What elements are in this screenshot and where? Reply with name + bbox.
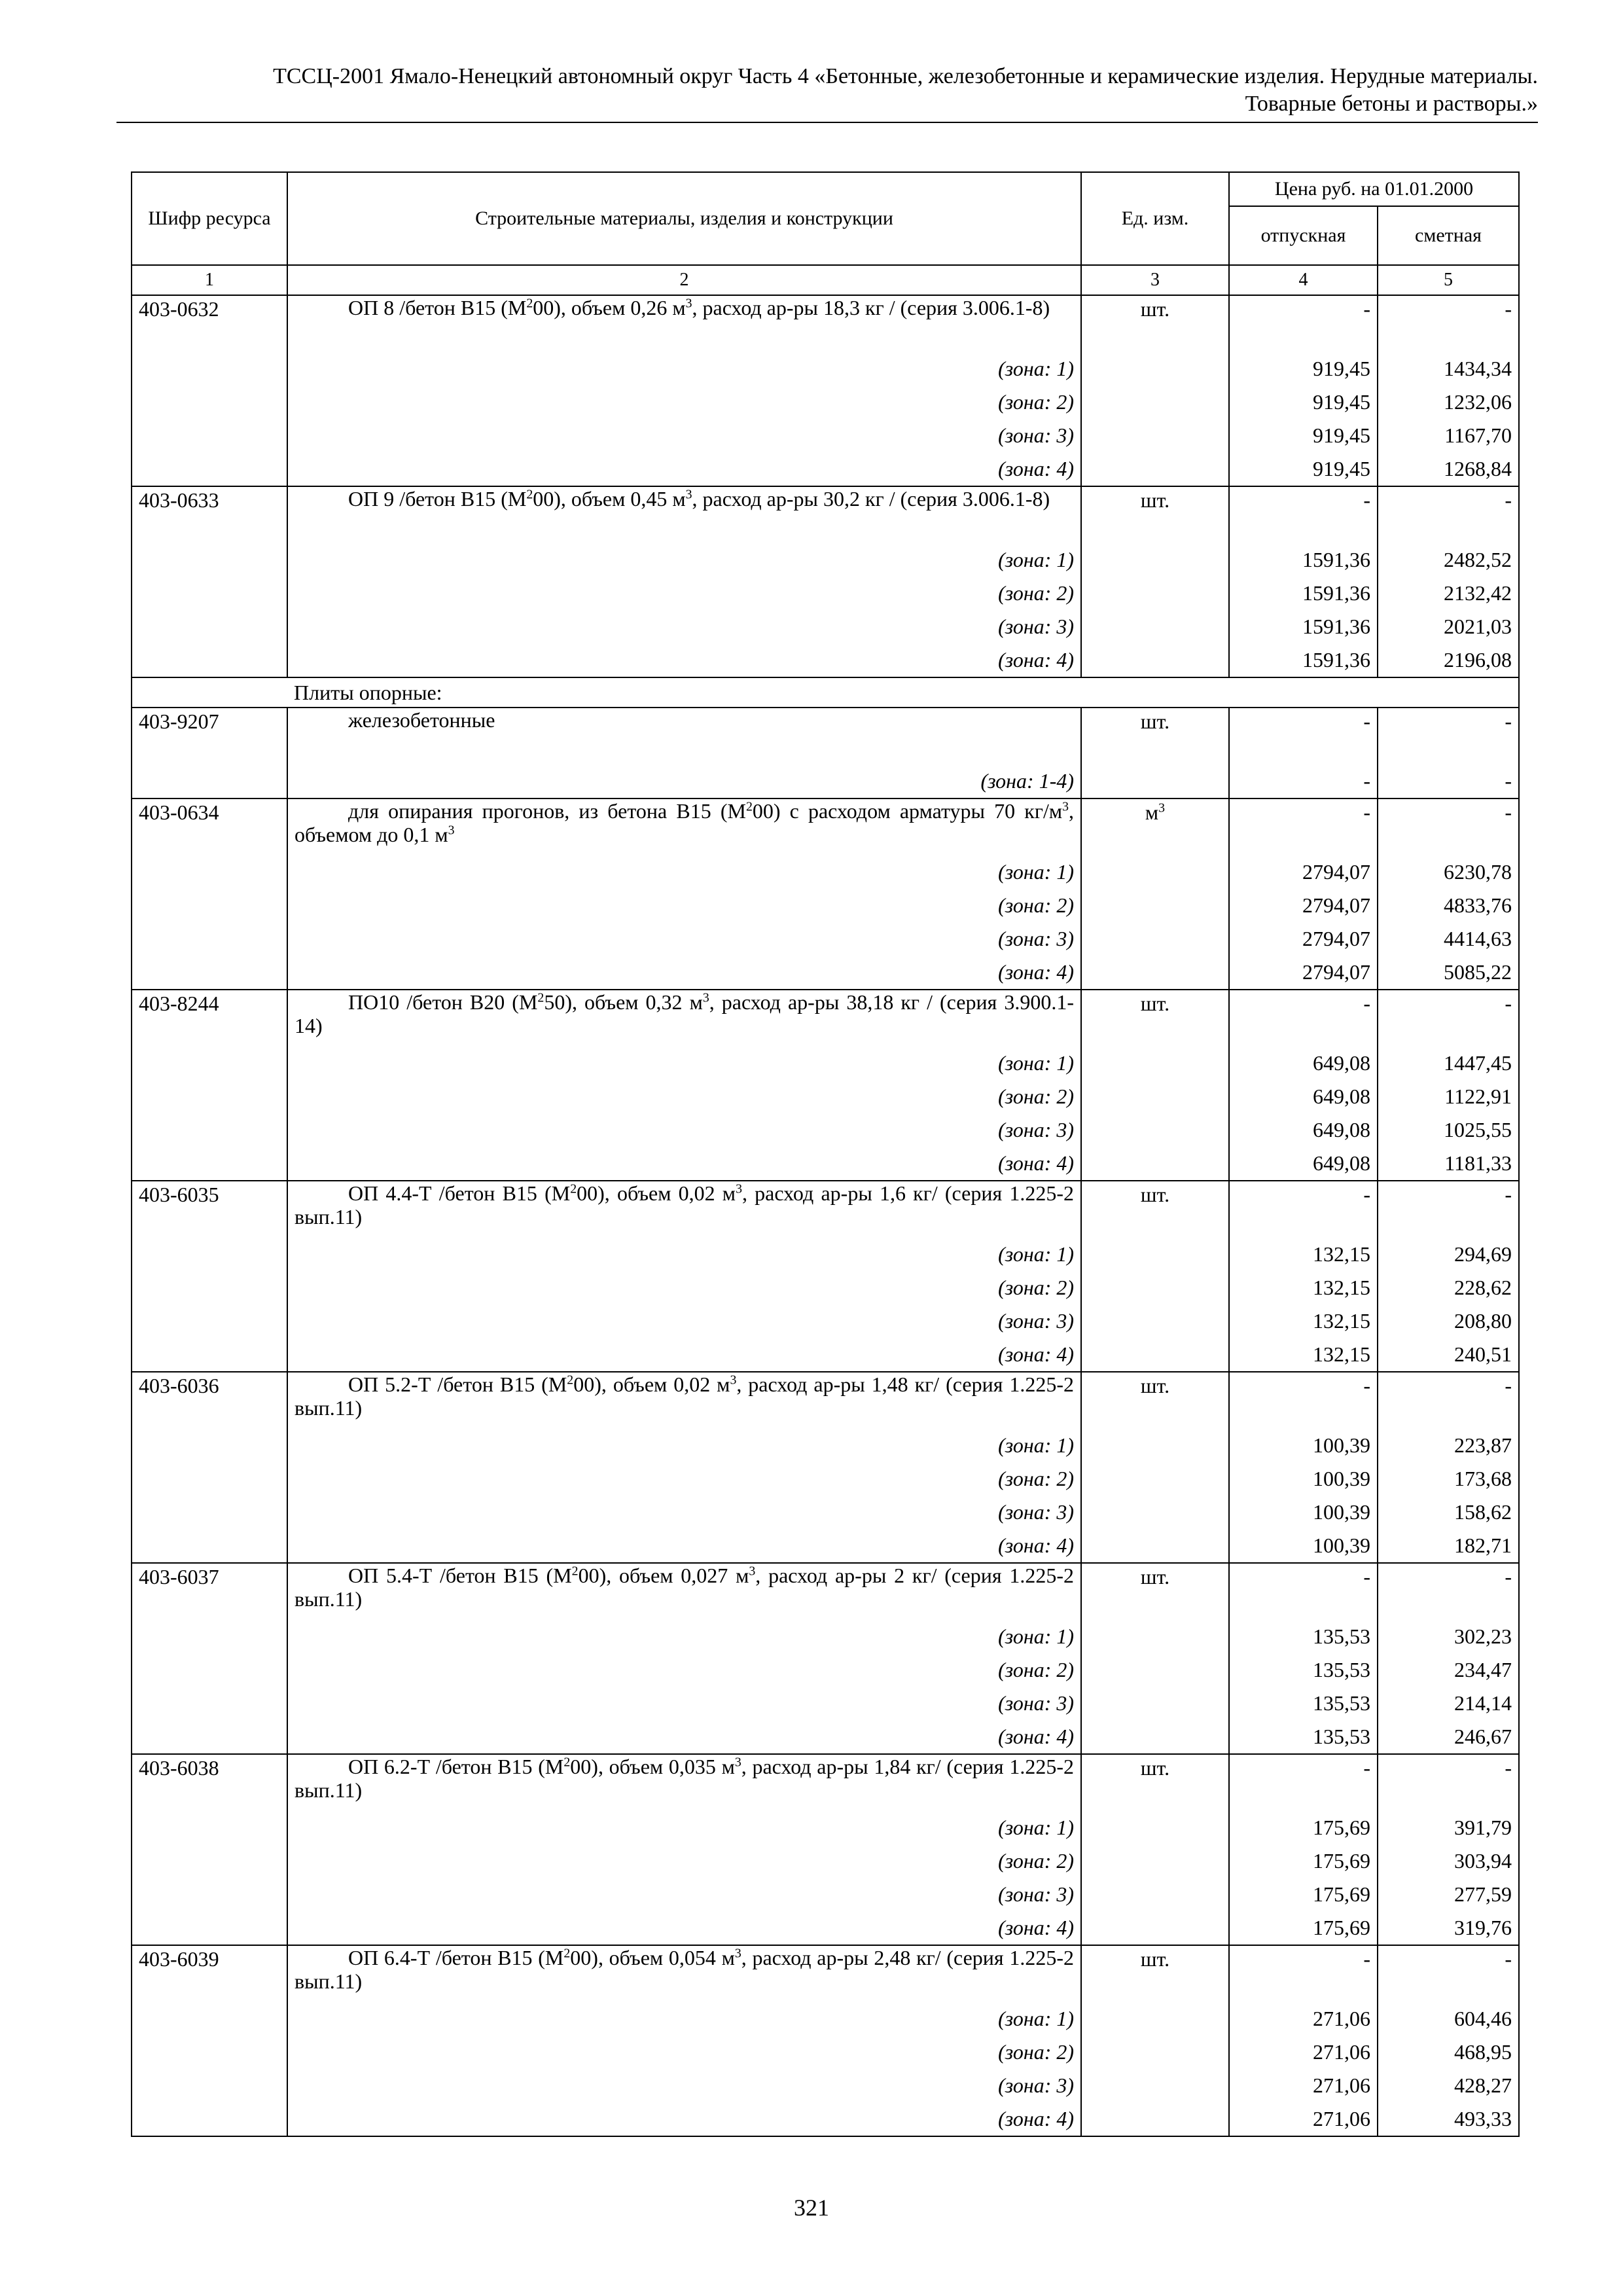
resource-code: 403-6037 bbox=[132, 1563, 287, 1754]
zone-estimate-price: 1025,55 bbox=[1378, 1113, 1519, 1147]
zone-row bbox=[132, 1304, 1519, 1338]
zone-row bbox=[132, 1147, 1519, 1181]
zone-release-price: 132,15 bbox=[1229, 1238, 1378, 1271]
zone-release-price: 919,45 bbox=[1229, 452, 1378, 486]
material-name: ОП 4.4-Т /бетон В15 $(М^200)$, объем 0,02 $м^3$, расход ар-ры 1,6 кг/ (серия 1.225-2 вып.11) bbox=[287, 1181, 1081, 1238]
zone-label: (зона: 3) bbox=[287, 419, 1081, 452]
zone-estimate-price: 1181,33 bbox=[1378, 1147, 1519, 1181]
zone-row bbox=[132, 1529, 1519, 1563]
material-name: ОП 6.4-Т /бетон В15 $(М^200)$, объем 0,054 $м^3$, расход ар-ры 2,48 кг/ (серия 1.225-2 вып.11) bbox=[287, 1945, 1081, 2002]
zone-label: (зона: 1) bbox=[287, 1047, 1081, 1080]
estimate-price: - bbox=[1378, 1945, 1519, 2002]
table-row bbox=[132, 295, 1519, 352]
material-name: ОП 6.2-Т /бетон В15 $(М^200)$, объем 0,035 $м^3$, расход ар-ры 1,84 кг/ (серия 1.225-2 вып.11) bbox=[287, 1754, 1081, 1811]
zone-label: (зона: 1) bbox=[287, 2002, 1081, 2036]
zone-estimate-price: 214,14 bbox=[1378, 1687, 1519, 1720]
group-title: Плиты опорные: bbox=[287, 677, 1519, 708]
zone-label: (зона: 3) bbox=[287, 1687, 1081, 1720]
zone-release-price: - bbox=[1229, 764, 1378, 798]
release-price: - bbox=[1229, 1372, 1378, 1429]
header-rule bbox=[116, 122, 1538, 123]
zone-row bbox=[132, 764, 1519, 798]
zone-estimate-price: 1434,34 bbox=[1378, 352, 1519, 386]
zone-row bbox=[132, 1271, 1519, 1304]
unit-of-measure: шт. bbox=[1081, 1563, 1229, 1754]
table-row bbox=[132, 1181, 1519, 1238]
release-price: - bbox=[1229, 295, 1378, 352]
zone-label: (зона: 2) bbox=[287, 1080, 1081, 1113]
zone-label: (зона: 1-4) bbox=[287, 764, 1081, 798]
zone-estimate-price: 1447,45 bbox=[1378, 1047, 1519, 1080]
zone-row bbox=[132, 610, 1519, 643]
price-table bbox=[131, 171, 1520, 2137]
estimate-price: - bbox=[1378, 798, 1519, 855]
table-row bbox=[132, 798, 1519, 855]
header-unit: Ед. изм. bbox=[1081, 172, 1229, 265]
zone-row bbox=[132, 419, 1519, 452]
zone-row bbox=[132, 1080, 1519, 1113]
zone-estimate-price: 302,23 bbox=[1378, 1620, 1519, 1653]
zone-estimate-price: 234,47 bbox=[1378, 1653, 1519, 1687]
unit-of-measure: шт. bbox=[1081, 1181, 1229, 1372]
zone-estimate-price: 319,76 bbox=[1378, 1911, 1519, 1945]
header-code: Шифр ресурса bbox=[132, 172, 287, 265]
material-name: для опирания прогонов, из бетона В15 $(М^200)$ с расходом арматуры 70 $кг/м^3$, объемом до 0,1 $м^3$ bbox=[287, 798, 1081, 855]
zone-row bbox=[132, 1653, 1519, 1687]
zone-row bbox=[132, 855, 1519, 889]
col-number-4: 4 bbox=[1229, 265, 1378, 295]
zone-release-price: 100,39 bbox=[1229, 1462, 1378, 1496]
zone-row bbox=[132, 956, 1519, 990]
zone-release-price: 100,39 bbox=[1229, 1429, 1378, 1462]
zone-label: (зона: 3) bbox=[287, 1878, 1081, 1911]
zone-release-price: 135,53 bbox=[1229, 1653, 1378, 1687]
zone-row bbox=[132, 577, 1519, 610]
zone-row bbox=[132, 1620, 1519, 1653]
estimate-price: - bbox=[1378, 990, 1519, 1047]
zone-label: (зона: 1) bbox=[287, 543, 1081, 577]
zone-estimate-price: 228,62 bbox=[1378, 1271, 1519, 1304]
zone-label: (зона: 1) bbox=[287, 1811, 1081, 1844]
zone-estimate-price: 468,95 bbox=[1378, 2036, 1519, 2069]
material-name: ОП 9 /бетон В15 $(М^200)$, объем 0,45 $м^3$, расход ар-ры 30,2 кг / (серия 3.006.1-8) bbox=[287, 486, 1081, 543]
zone-release-price: 2794,07 bbox=[1229, 889, 1378, 922]
zone-release-price: 919,45 bbox=[1229, 419, 1378, 452]
zone-label: (зона: 4) bbox=[287, 1338, 1081, 1372]
resource-code: 403-6036 bbox=[132, 1372, 287, 1563]
zone-estimate-price: 391,79 bbox=[1378, 1811, 1519, 1844]
zone-release-price: 649,08 bbox=[1229, 1080, 1378, 1113]
zone-estimate-price: 1232,06 bbox=[1378, 386, 1519, 419]
header-line-1: ТССЦ-2001 Ямало-Ненецкий автономный округ Часть 4 «Бетонные, железобетонные и керамические изделия. Нерудные материалы. bbox=[273, 64, 1538, 88]
zone-release-price: 2794,07 bbox=[1229, 855, 1378, 889]
zone-label: (зона: 2) bbox=[287, 577, 1081, 610]
material-name: ОП 5.4-Т /бетон В15 $(М^200)$, объем 0,027 $м^3$, расход ар-ры 2 кг/ (серия 1.225-2 вып.11) bbox=[287, 1563, 1081, 1620]
page-number: 321 bbox=[794, 2195, 829, 2221]
unit-of-measure: $м^3$ bbox=[1081, 798, 1229, 990]
zone-release-price: 919,45 bbox=[1229, 352, 1378, 386]
zone-estimate-price: 493,33 bbox=[1378, 2102, 1519, 2136]
zone-label: (зона: 3) bbox=[287, 2069, 1081, 2102]
release-price: - bbox=[1229, 486, 1378, 543]
zone-release-price: 175,69 bbox=[1229, 1844, 1378, 1878]
table-row bbox=[132, 708, 1519, 764]
header-line-2: Товарные бетоны и растворы.» bbox=[1245, 92, 1538, 116]
zone-estimate-price: 1268,84 bbox=[1378, 452, 1519, 486]
zone-label: (зона: 3) bbox=[287, 610, 1081, 643]
zone-release-price: 132,15 bbox=[1229, 1338, 1378, 1372]
header-name: Строительные материалы, изделия и конструкции bbox=[287, 172, 1081, 265]
estimate-price: - bbox=[1378, 1372, 1519, 1429]
zone-estimate-price: 173,68 bbox=[1378, 1462, 1519, 1496]
zone-release-price: 1591,36 bbox=[1229, 643, 1378, 677]
zone-row bbox=[132, 2036, 1519, 2069]
zone-row bbox=[132, 1429, 1519, 1462]
unit-of-measure: шт. bbox=[1081, 295, 1229, 486]
zone-estimate-price: - bbox=[1378, 764, 1519, 798]
col-number-2: 2 bbox=[287, 265, 1081, 295]
zone-release-price: 2794,07 bbox=[1229, 956, 1378, 990]
col-number-3: 3 bbox=[1081, 265, 1229, 295]
material-name: ОП 8 /бетон В15 $(М^200)$, объем 0,26 $м^3$, расход ар-ры 18,3 кг / (серия 3.006.1-8) bbox=[287, 295, 1081, 352]
zone-label: (зона: 4) bbox=[287, 2102, 1081, 2136]
zone-label: (зона: 4) bbox=[287, 1720, 1081, 1754]
zone-release-price: 919,45 bbox=[1229, 386, 1378, 419]
zone-label: (зона: 4) bbox=[287, 452, 1081, 486]
zone-release-price: 2794,07 bbox=[1229, 922, 1378, 956]
zone-row bbox=[132, 643, 1519, 677]
zone-row bbox=[132, 543, 1519, 577]
unit-of-measure: шт. bbox=[1081, 486, 1229, 677]
table-row bbox=[132, 1372, 1519, 1429]
zone-estimate-price: 246,67 bbox=[1378, 1720, 1519, 1754]
zone-estimate-price: 294,69 bbox=[1378, 1238, 1519, 1271]
zone-label: (зона: 2) bbox=[287, 386, 1081, 419]
zone-release-price: 175,69 bbox=[1229, 1911, 1378, 1945]
zone-row bbox=[132, 1047, 1519, 1080]
zone-label: (зона: 1) bbox=[287, 1620, 1081, 1653]
zone-estimate-price: 1167,70 bbox=[1378, 419, 1519, 452]
group-row bbox=[132, 677, 1519, 708]
zone-row bbox=[132, 1720, 1519, 1754]
release-price: - bbox=[1229, 1754, 1378, 1811]
zone-estimate-price: 428,27 bbox=[1378, 2069, 1519, 2102]
zone-label: (зона: 2) bbox=[287, 1844, 1081, 1878]
release-price: - bbox=[1229, 1563, 1378, 1620]
zone-estimate-price: 2021,03 bbox=[1378, 610, 1519, 643]
resource-code: 403-0632 bbox=[132, 295, 287, 486]
zone-release-price: 1591,36 bbox=[1229, 577, 1378, 610]
zone-row bbox=[132, 1338, 1519, 1372]
zone-estimate-price: 2132,42 bbox=[1378, 577, 1519, 610]
zone-row bbox=[132, 1462, 1519, 1496]
estimate-price: - bbox=[1378, 1754, 1519, 1811]
zone-release-price: 132,15 bbox=[1229, 1304, 1378, 1338]
zone-release-price: 132,15 bbox=[1229, 1271, 1378, 1304]
zone-release-price: 175,69 bbox=[1229, 1811, 1378, 1844]
zone-row bbox=[132, 1113, 1519, 1147]
zone-release-price: 1591,36 bbox=[1229, 543, 1378, 577]
estimate-price: - bbox=[1378, 708, 1519, 764]
zone-row bbox=[132, 2069, 1519, 2102]
unit-of-measure: шт. bbox=[1081, 990, 1229, 1181]
zone-release-price: 649,08 bbox=[1229, 1047, 1378, 1080]
zone-label: (зона: 4) bbox=[287, 1911, 1081, 1945]
zone-label: (зона: 3) bbox=[287, 1496, 1081, 1529]
unit-of-measure: шт. bbox=[1081, 1372, 1229, 1563]
zone-row bbox=[132, 889, 1519, 922]
resource-code: 403-6038 bbox=[132, 1754, 287, 1945]
estimate-price: - bbox=[1378, 1181, 1519, 1238]
resource-code: 403-8244 bbox=[132, 990, 287, 1181]
zone-row bbox=[132, 2002, 1519, 2036]
release-price: - bbox=[1229, 1945, 1378, 2002]
zone-estimate-price: 158,62 bbox=[1378, 1496, 1519, 1529]
zone-release-price: 271,06 bbox=[1229, 2036, 1378, 2069]
zone-row bbox=[132, 922, 1519, 956]
zone-row bbox=[132, 1811, 1519, 1844]
zone-estimate-price: 5085,22 bbox=[1378, 956, 1519, 990]
table-row bbox=[132, 990, 1519, 1047]
material-name: ОП 5.2-Т /бетон В15 $(М^200)$, объем 0,02 $м^3$, расход ар-ры 1,48 кг/ (серия 1.225-2 вып.11) bbox=[287, 1372, 1081, 1429]
material-name: ПО10 /бетон В20 $(М^250)$, объем 0,32 $м^3$, расход ар-ры 38,18 кг / (серия 3.900.1-14) bbox=[287, 990, 1081, 1047]
zone-estimate-price: 1122,91 bbox=[1378, 1080, 1519, 1113]
resource-code: 403-6039 bbox=[132, 1945, 287, 2136]
zone-estimate-price: 240,51 bbox=[1378, 1338, 1519, 1372]
table-row bbox=[132, 486, 1519, 543]
unit-of-measure: шт. bbox=[1081, 708, 1229, 798]
zone-label: (зона: 3) bbox=[287, 922, 1081, 956]
zone-label: (зона: 1) bbox=[287, 855, 1081, 889]
header-price: Цена руб. на 01.01.2000 bbox=[1229, 172, 1519, 206]
table-row bbox=[132, 1563, 1519, 1620]
zone-row bbox=[132, 1878, 1519, 1911]
zone-release-price: 1591,36 bbox=[1229, 610, 1378, 643]
zone-estimate-price: 182,71 bbox=[1378, 1529, 1519, 1563]
resource-code: 403-0634 bbox=[132, 798, 287, 990]
zone-row bbox=[132, 2102, 1519, 2136]
unit-of-measure: шт. bbox=[1081, 1754, 1229, 1945]
zone-estimate-price: 208,80 bbox=[1378, 1304, 1519, 1338]
zone-label: (зона: 4) bbox=[287, 1529, 1081, 1563]
zone-label: (зона: 2) bbox=[287, 1653, 1081, 1687]
zone-release-price: 100,39 bbox=[1229, 1529, 1378, 1563]
unit-of-measure: шт. bbox=[1081, 1945, 1229, 2136]
table-body bbox=[132, 295, 1519, 2136]
zone-release-price: 271,06 bbox=[1229, 2002, 1378, 2036]
estimate-price: - bbox=[1378, 486, 1519, 543]
zone-label: (зона: 2) bbox=[287, 1271, 1081, 1304]
release-price: - bbox=[1229, 990, 1378, 1047]
table-row bbox=[132, 1754, 1519, 1811]
zone-release-price: 175,69 bbox=[1229, 1878, 1378, 1911]
zone-label: (зона: 2) bbox=[287, 889, 1081, 922]
table-row bbox=[132, 1945, 1519, 2002]
zone-row bbox=[132, 386, 1519, 419]
zone-row bbox=[132, 1496, 1519, 1529]
estimate-price: - bbox=[1378, 295, 1519, 352]
zone-estimate-price: 6230,78 bbox=[1378, 855, 1519, 889]
header-estimate: сметная bbox=[1378, 206, 1519, 265]
zone-estimate-price: 2482,52 bbox=[1378, 543, 1519, 577]
release-price: - bbox=[1229, 708, 1378, 764]
zone-row bbox=[132, 1844, 1519, 1878]
zone-estimate-price: 2196,08 bbox=[1378, 643, 1519, 677]
zone-label: (зона: 3) bbox=[287, 1304, 1081, 1338]
zone-release-price: 100,39 bbox=[1229, 1496, 1378, 1529]
zone-label: (зона: 1) bbox=[287, 1238, 1081, 1271]
zone-release-price: 271,06 bbox=[1229, 2102, 1378, 2136]
material-name: железобетонные bbox=[287, 708, 1081, 764]
zone-label: (зона: 4) bbox=[287, 956, 1081, 990]
col-number-5: 5 bbox=[1378, 265, 1519, 295]
zone-estimate-price: 604,46 bbox=[1378, 2002, 1519, 2036]
zone-estimate-price: 277,59 bbox=[1378, 1878, 1519, 1911]
zone-label: (зона: 4) bbox=[287, 1147, 1081, 1181]
release-price: - bbox=[1229, 1181, 1378, 1238]
zone-release-price: 649,08 bbox=[1229, 1113, 1378, 1147]
zone-row bbox=[132, 1238, 1519, 1271]
zone-estimate-price: 303,94 bbox=[1378, 1844, 1519, 1878]
zone-label: (зона: 4) bbox=[287, 643, 1081, 677]
zone-row bbox=[132, 1911, 1519, 1945]
zone-label: (зона: 2) bbox=[287, 1462, 1081, 1496]
zone-label: (зона: 2) bbox=[287, 2036, 1081, 2069]
zone-label: (зона: 1) bbox=[287, 352, 1081, 386]
group-code-cell bbox=[132, 677, 287, 708]
resource-code: 403-9207 bbox=[132, 708, 287, 798]
zone-row bbox=[132, 1687, 1519, 1720]
zone-estimate-price: 4833,76 bbox=[1378, 889, 1519, 922]
zone-row bbox=[132, 452, 1519, 486]
zone-label: (зона: 1) bbox=[287, 1429, 1081, 1462]
zone-label: (зона: 3) bbox=[287, 1113, 1081, 1147]
zone-release-price: 135,53 bbox=[1229, 1687, 1378, 1720]
zone-release-price: 649,08 bbox=[1229, 1147, 1378, 1181]
zone-estimate-price: 4414,63 bbox=[1378, 922, 1519, 956]
col-number-1: 1 bbox=[132, 265, 287, 295]
zone-estimate-price: 223,87 bbox=[1378, 1429, 1519, 1462]
zone-row bbox=[132, 352, 1519, 386]
resource-code: 403-0633 bbox=[132, 486, 287, 677]
page-header bbox=[116, 63, 1538, 118]
release-price: - bbox=[1229, 798, 1378, 855]
estimate-price: - bbox=[1378, 1563, 1519, 1620]
resource-code: 403-6035 bbox=[132, 1181, 287, 1372]
zone-release-price: 135,53 bbox=[1229, 1720, 1378, 1754]
zone-release-price: 271,06 bbox=[1229, 2069, 1378, 2102]
zone-release-price: 135,53 bbox=[1229, 1620, 1378, 1653]
header-release: отпускная bbox=[1229, 206, 1378, 265]
